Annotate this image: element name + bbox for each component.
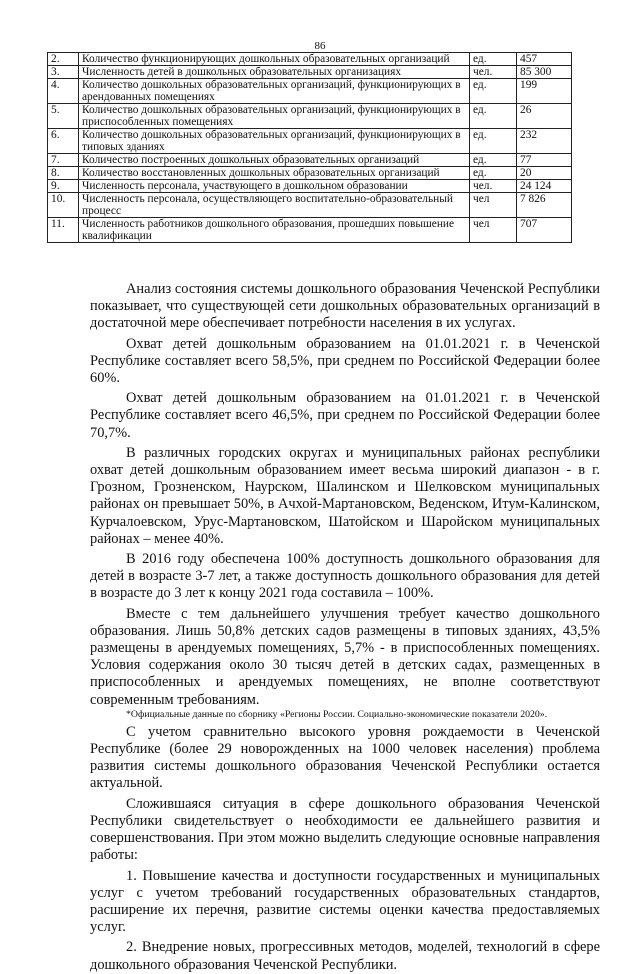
value: 85 300 — [517, 66, 572, 79]
row-number: 4. — [48, 79, 79, 104]
value: 199 — [517, 79, 572, 104]
indicator-name: Численность детей в дошкольных образовательных организациях — [79, 66, 470, 79]
indicator-name: Количество дошкольных образовательных организаций, функционирующих в арендованных помещениях — [79, 79, 470, 104]
table-row — [48, 104, 572, 129]
table-row — [48, 180, 572, 193]
row-number: 8. — [48, 167, 79, 180]
indicator-name: Количество построенных дошкольных образовательных организаций — [79, 154, 470, 167]
unit: ед. — [470, 53, 517, 66]
unit: чел. — [470, 66, 517, 79]
row-number: 5. — [48, 104, 79, 129]
indicator-name: Численность персонала, участвующего в дошкольном образовании — [79, 180, 470, 193]
value: 20 — [517, 167, 572, 180]
table-row — [48, 79, 572, 104]
table-row — [48, 154, 572, 167]
value: 707 — [517, 218, 572, 243]
row-number: 2. — [48, 53, 79, 66]
unit: ед. — [470, 129, 517, 154]
row-number: 6. — [48, 129, 79, 154]
paragraph: Сложившаяся ситуация в сфере дошкольного образования Чеченской Республики свидетельствует о необходимости ее дальнейшего развития и совершенствования. При этом можно выделить следующие основные направления работы: — [90, 795, 600, 864]
paragraph: Вместе с тем дальнейшего улучшения требует качество дошкольного образования. Лишь 50,8% детских садов размещены в типовых зданиях, 43,5% размещены в арендуемых помещениях, 5,7% - в приспособленных помещениях. Условия содержания около 30 тысяч детей в детских садах, размещенных в приспособленных и арендуемых помещениях, не вполне соответствуют современным требованиям. — [90, 605, 600, 708]
body-text — [90, 281, 600, 974]
unit: ед. — [470, 167, 517, 180]
value: 77 — [517, 154, 572, 167]
unit: ед. — [470, 79, 517, 104]
indicator-name: Численность персонала, осуществляющего воспитательно-образовательный процесс — [79, 193, 470, 218]
row-number: 9. — [48, 180, 79, 193]
page-number: 86 — [314, 40, 326, 52]
value: 7 826 — [517, 193, 572, 218]
footnote: *Официальные данные по сборнику «Регионы России. Социально-экономические показатели 2020». — [126, 708, 548, 720]
indicator-name: Численность работников дошкольного образования, прошедших повышение квалификации — [79, 218, 470, 243]
table-row — [48, 66, 572, 79]
paragraph: 1. Повышение качества и доступности государственных и муниципальных услуг с учетом требований государственных образовательных стандартов, расширение их перечня, развитие системы оценки качества предоставляемых услуг. — [90, 867, 600, 936]
table-row — [48, 167, 572, 180]
row-number: 11. — [48, 218, 79, 243]
table-row — [48, 129, 572, 154]
indicator-name: Количество функционирующих дошкольных образовательных организаций — [79, 53, 470, 66]
unit: чел. — [470, 180, 517, 193]
paragraph: 2. Внедрение новых, прогрессивных методов, моделей, технологий в сфере дошкольного образования Чеченской Республики. — [90, 939, 600, 973]
table-row — [48, 218, 572, 243]
unit: чел — [470, 193, 517, 218]
paragraph: Анализ состояния системы дошкольного образования Чеченской Республики показывает, что существующей сети дошкольных образовательных организаций в достаточной мере обеспечивает потребности населения в их услугах. — [90, 281, 600, 332]
unit: ед. — [470, 154, 517, 167]
row-number: 7. — [48, 154, 79, 167]
value: 232 — [517, 129, 572, 154]
paragraph: В различных городских округах и муниципальных районах республики охват детей дошкольным образованием имеет весьма широкий диапазон - в г. Грозном, Грозненском, Наурском, Шалинском и Шелковском муниципальных районах он превышает 50%, в Ачхой-Мартановском, Веденском, Итум-Калинском, Курчалоевском, Урус-Мартановском, Шатойском и Шаройском муниципальных районах – менее 40%. — [90, 444, 600, 547]
value: 24 124 — [517, 180, 572, 193]
indicator-name: Количество восстановленных дошкольных образовательных организаций — [79, 167, 470, 180]
indicator-name: Количество дошкольных образовательных организаций, функционирующих в типовых зданиях — [79, 129, 470, 154]
value: 26 — [517, 104, 572, 129]
paragraph: С учетом сравнительно высокого уровня рождаемости в Чеченской Республике (более 29 новорожденных на 1000 человек населения) проблема развития системы дошкольного образования Чеченской Республики остается актуальной. — [90, 723, 600, 792]
indicator-name: Количество дошкольных образовательных организаций, функционирующих в приспособленных помещениях — [79, 104, 470, 129]
unit: чел — [470, 218, 517, 243]
row-number: 10. — [48, 193, 79, 218]
unit: ед. — [470, 104, 517, 129]
table-row — [48, 53, 572, 66]
value: 457 — [517, 53, 572, 66]
paragraph: В 2016 году обеспечена 100% доступность дошкольного образования для детей в возрасте 3-7 лет, а также доступность дошкольного образования для детей в возрасте до 3 лет к концу 2021 года составила – 100%. — [90, 551, 600, 602]
paragraph: Охват детей дошкольным образованием на 01.01.2021 г. в Чеченской Республике составляет всего 46,5%, при среднем по Российской Федерации более 70,7%. — [90, 390, 600, 441]
statistics-table — [47, 52, 572, 243]
paragraph: Охват детей дошкольным образованием на 01.01.2021 г. в Чеченской Республике составляет всего 58,5%, при среднем по Российской Федерации более 60%. — [90, 335, 600, 387]
table-row — [48, 193, 572, 218]
row-number: 3. — [48, 66, 79, 79]
